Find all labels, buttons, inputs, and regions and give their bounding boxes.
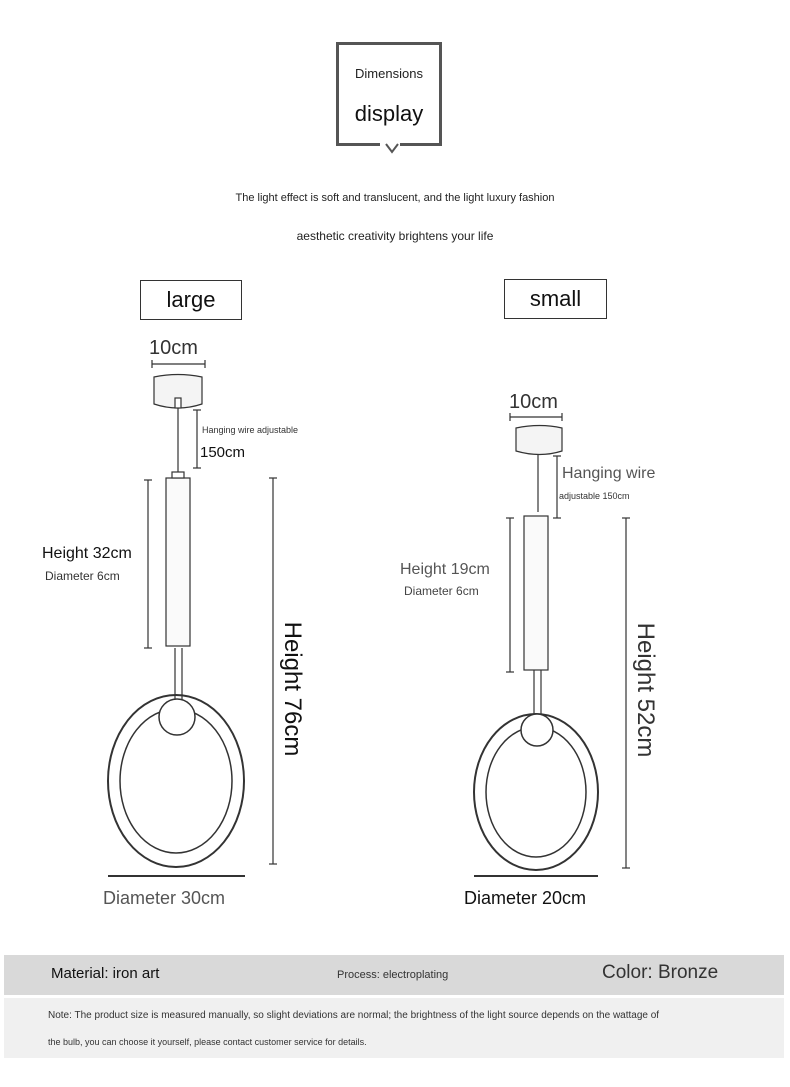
large-tube: [166, 478, 190, 646]
small-total-height-label: Height 52cm: [632, 622, 659, 758]
small-wire-label: Hanging wire: [562, 465, 656, 482]
note-line1: Note: The product size is measured manually, so slight deviations are normal; the brightness of the light source depends on the wattage of: [48, 1010, 660, 1021]
tagline-line1: The light effect is soft and translucent, and the light luxury fashion: [235, 192, 555, 204]
large-wire-note: Hanging wire adjustable: [202, 425, 299, 435]
header-notch: [380, 139, 400, 153]
large-canopy-width-label: 10cm: [149, 337, 198, 359]
large-tube-diameter-label: Diameter 6cm: [45, 569, 120, 583]
small-ring-joint: [521, 714, 553, 746]
large-ring-outer: [108, 695, 244, 867]
small-canopy: [516, 426, 562, 455]
note-line2: the bulb, you can choose it yourself, please contact customer service for details.: [48, 1037, 367, 1047]
large-canopy-hook: [175, 398, 181, 408]
large-ring-inner: [120, 709, 232, 853]
note-band: [4, 998, 784, 1058]
color-label: Color: Bronze: [602, 962, 719, 983]
small-tube-diameter-label: Diameter 6cm: [404, 584, 479, 598]
small-tube: [524, 516, 548, 670]
large-wire-length-label: 150cm: [200, 444, 246, 461]
large-total-height-label: Height 76cm: [279, 621, 306, 757]
variant-title-small: small: [504, 279, 607, 319]
large-tube-height-label: Height 32cm: [42, 545, 132, 562]
tagline-line2: aesthetic creativity brightens your life: [296, 229, 494, 243]
small-canopy-width-line: [510, 413, 562, 421]
small-ring-diameter-label: Diameter 20cm: [464, 888, 587, 908]
small-total-height-line: [622, 518, 630, 868]
small-canopy-width-label: 10cm: [509, 391, 558, 413]
header-title: display: [354, 101, 424, 126]
large-total-height-line: [269, 478, 277, 864]
small-tube-height-label: Height 19cm: [400, 561, 490, 578]
large-ring-joint: [159, 699, 195, 735]
small-wire-note: adjustable 150cm: [559, 491, 630, 501]
small-tube-height-line: [506, 518, 514, 672]
process-label: Process: electroplating: [337, 969, 449, 981]
small-ring-inner: [486, 727, 586, 857]
large-ring-diameter-label: Diameter 30cm: [103, 888, 226, 908]
small-wire-length-line: [553, 456, 561, 518]
large-canopy: [154, 375, 202, 409]
large-canopy-width-line: [152, 360, 205, 368]
large-tube-height-line: [144, 480, 152, 648]
header-frame: [336, 42, 442, 146]
small-ring-outer: [474, 714, 598, 870]
material-label: Material: iron art: [51, 965, 160, 982]
header-small-label: Dimensions: [355, 66, 423, 81]
variant-title-large: large: [140, 280, 242, 320]
